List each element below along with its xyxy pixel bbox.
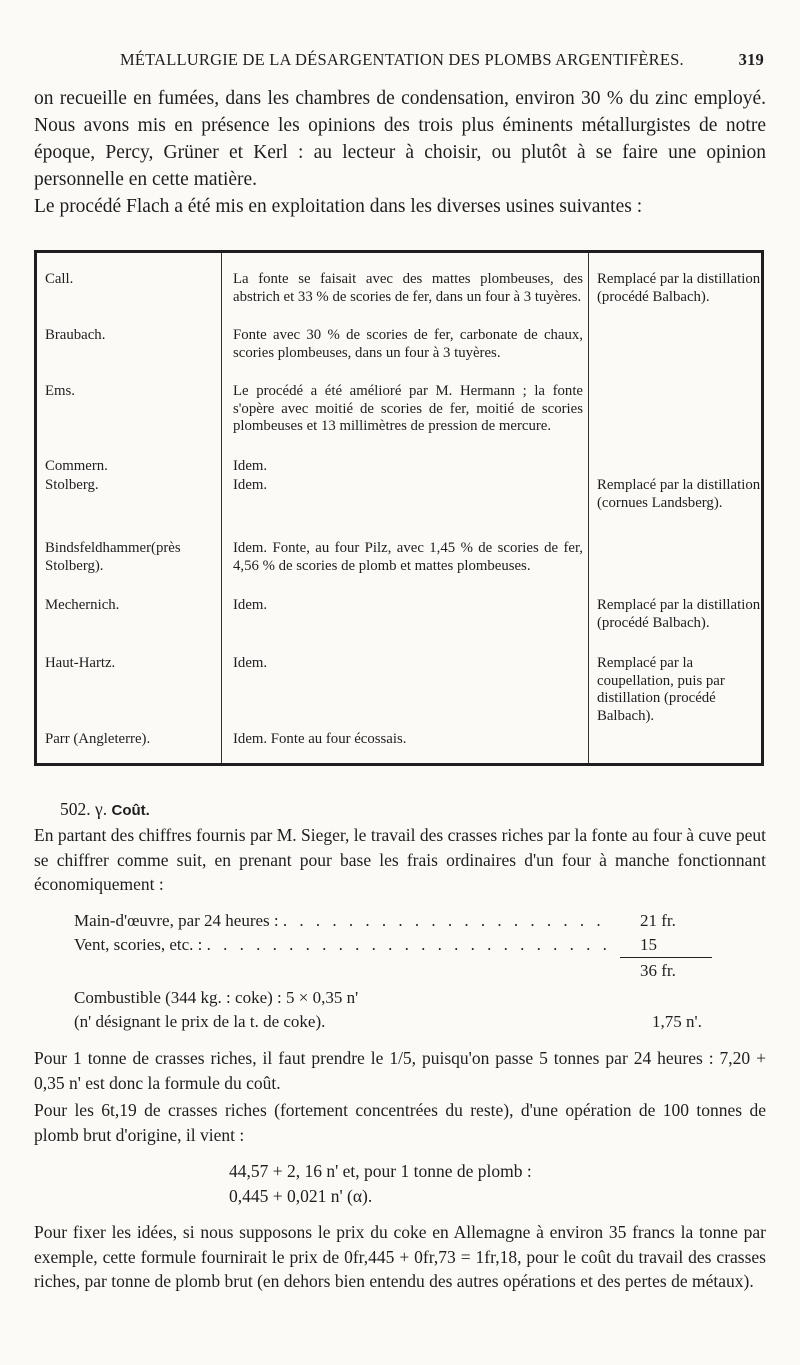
fuel-label: Combustible (344 kg. : coke) : 5 × 0,35 n': [74, 988, 359, 1007]
section-title: Coût.: [111, 802, 150, 819]
table-cell-remarque: Remplacé par la distillation (cornues Landsberg).: [597, 477, 761, 511]
table-cell-usine: Call.: [45, 271, 74, 287]
cost-label: [74, 910, 605, 932]
cost-label-text: Vent, scories, etc. :: [74, 935, 203, 954]
table-cell-usine: Commern.: [45, 458, 108, 474]
table-cell-remarque: Remplacé par la coupellation, puis par distillation (procédé Balbach).: [597, 655, 725, 724]
table-cell-description: Fonte avec 30 % de scories de fer, carbonate de chaux, scories plombeuses, dans un four à 3 tuyères.: [233, 327, 583, 361]
formula-line: 44,57 + 2, 16 n' et, pour 1 tonne de plomb :: [229, 1161, 532, 1181]
table-cell-remarque: Remplacé par la distillation (procédé Balbach).: [597, 271, 761, 305]
sum-rule: [620, 957, 712, 958]
section-paragraph: Pour 1 tonne de crasses riches, il faut prendre le 1/5, puisqu'on passe 5 tonnes par 24 heures : 7,20 + 0,35 n' est donc la formule du coût.: [34, 1048, 766, 1093]
cost-value: 15: [640, 935, 657, 954]
table-cell-usine: Bindsfeldhammer(près Stolberg).: [45, 540, 181, 574]
table-divider: [588, 253, 589, 763]
table-divider: [221, 253, 222, 763]
cost-label: [74, 934, 611, 956]
table-cell-description: Idem.: [233, 655, 268, 671]
intro-paragraph-2: Le procédé Flach a été mis en exploitation dans les diverses usines suivantes :: [34, 196, 643, 217]
section-number: 502. γ.: [60, 799, 108, 819]
table-cell-usine: Stolberg.: [45, 477, 99, 493]
page-header: [0, 50, 800, 74]
table-cell-remarque: Remplacé par la distillation (procédé Balbach).: [597, 597, 761, 631]
section-heading: [60, 799, 150, 820]
leader-dots: . . . . . . . . . . . . . . . . . . . .: [282, 911, 605, 930]
section-paragraph: Pour les 6t,19 de crasses riches (fortement concentrées du reste), d'une opération de 100 tonnes de plomb brut d'origine, il vient :: [34, 1100, 766, 1145]
section-paragraph: En partant des chiffres fournis par M. Sieger, le travail des crasses riches par la fonte au four à cuve peut se chiffrer comme suit, en prenant pour base les frais ordinaires d'un four à manche fonctionnant économiquement :: [34, 825, 766, 894]
table-cell-description: Idem. Fonte au four écossais.: [233, 731, 407, 747]
fuel-note: (n' désignant le prix de la t. de coke).: [74, 1012, 326, 1031]
table-cell-usine: Braubach.: [45, 327, 106, 343]
table-cell-usine: Ems.: [45, 383, 76, 399]
fuel-value: 1,75 n'.: [652, 1012, 702, 1031]
running-title: MÉTALLURGIE DE LA DÉSARGENTATION DES PLOMBS ARGENTIFÈRES.: [120, 50, 684, 69]
cost-subtotal: 36 fr.: [640, 961, 676, 980]
table-cell-usine: Parr (Angleterre).: [45, 731, 151, 747]
table-cell-description: La fonte se faisait avec des mattes plombeuses, des abstrich et 33 % de scories de fer, dans un four à 3 tuyères.: [233, 271, 583, 305]
section-paragraph: Pour fixer les idées, si nous supposons le prix du coke en Allemagne à environ 35 francs la tonne par exemple, cette formule fournirait le prix de 0fr,445 + 0fr,73 = 1fr,18, pour le coût du travail des crasses riches, par tonne de plomb brut (en dehors bien entendu des autres opérations et des pertes de métaux).: [34, 1222, 766, 1291]
cost-value: 21 fr.: [640, 911, 676, 930]
table-cell-description: Idem.: [233, 597, 268, 613]
table-cell-description: Le procédé a été amélioré par M. Hermann ; la fonte s'opère avec moitié de scories de fer, moitié de scories plombeuses et 13 millimètres de pression de mercure.: [233, 383, 583, 434]
page-number: 319: [738, 50, 764, 69]
table-cell-usine: Mechernich.: [45, 597, 120, 613]
table-cell-description: Idem. Fonte, au four Pilz, avec 1,45 % de scories de fer, 4,56 % de scories de plomb et mattes plombeuses.: [233, 540, 583, 574]
intro-paragraph: on recueille en fumées, dans les chambres de condensation, environ 30 % du zinc employé. Nous avons mis en présence les opinions des trois plus éminents métallurgistes de notre époque, Percy, Grüner et Kerl : au lecteur à choisir, ou plutôt à se faire une opinion personnelle en cette matière.: [34, 88, 766, 190]
table-cell-description: Idem.: [233, 458, 268, 474]
cost-label-text: Main-d'œuvre, par 24 heures :: [74, 911, 279, 930]
table-cell-usine: Haut-Hartz.: [45, 655, 116, 671]
formula-line: 0,445 + 0,021 n' (α).: [229, 1186, 373, 1206]
table-cell-description: Idem.: [233, 477, 268, 493]
leader-dots: . . . . . . . . . . . . . . . . . . . . . . . . .: [206, 935, 611, 954]
usines-table: [34, 250, 764, 766]
